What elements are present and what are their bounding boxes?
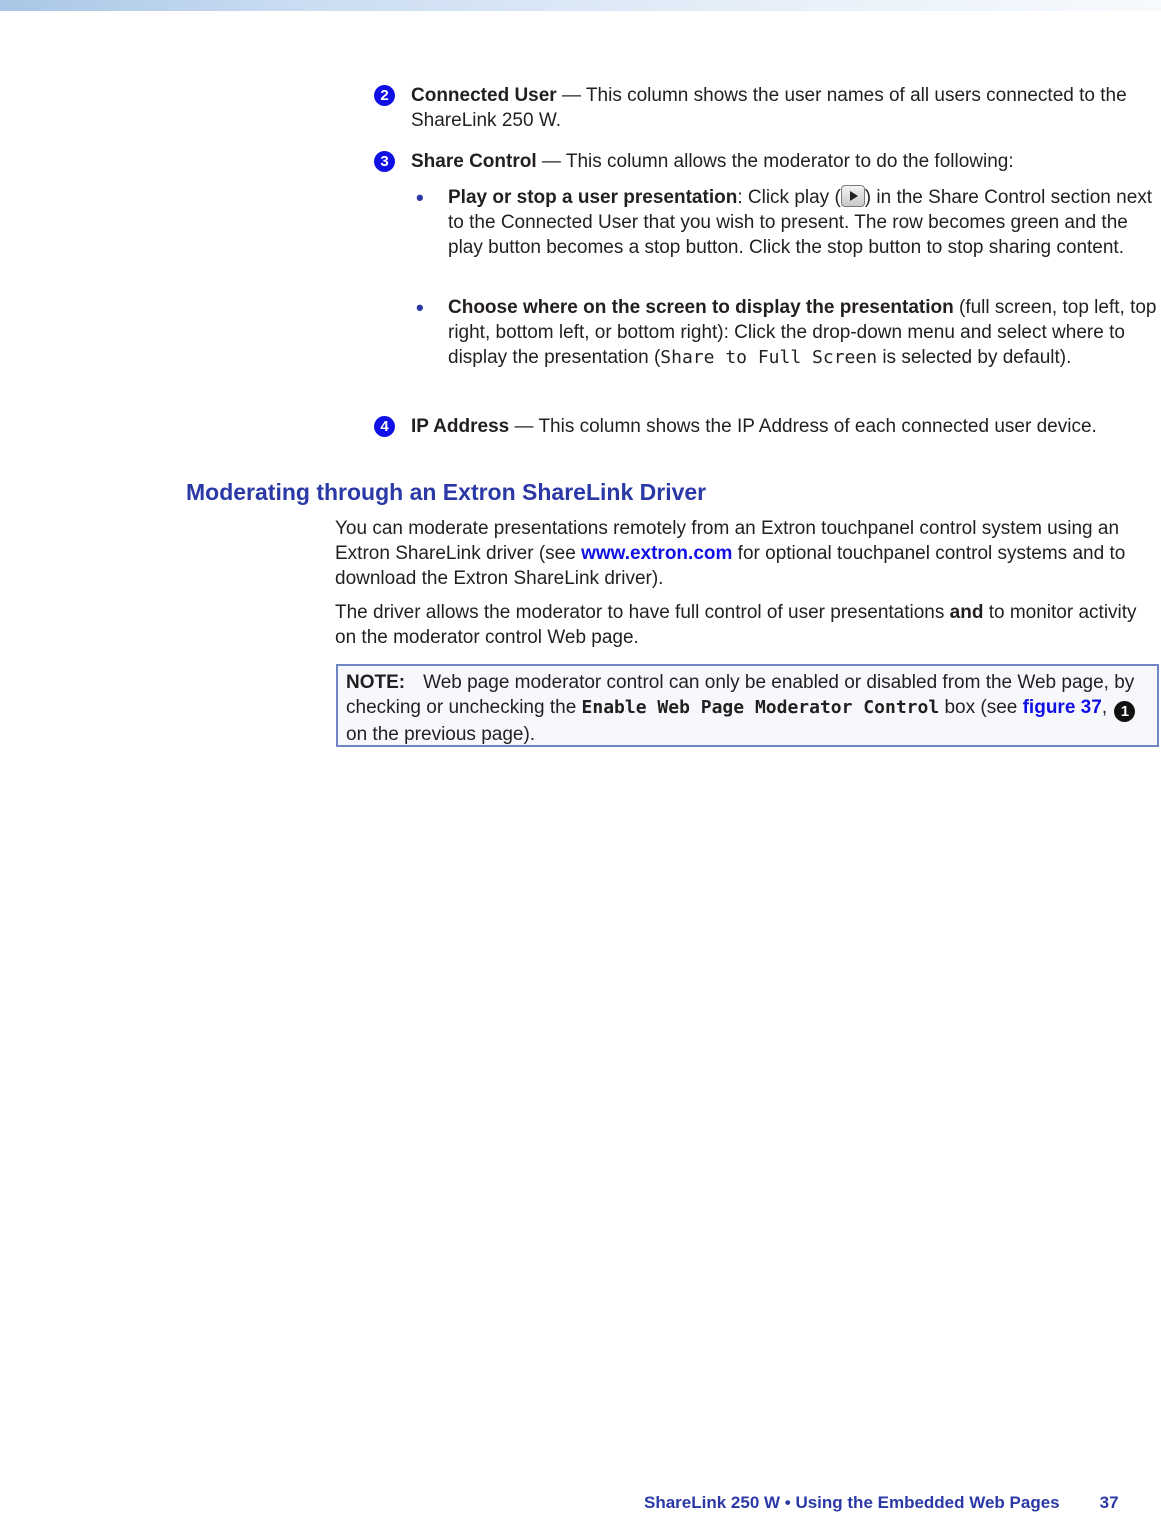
section-heading: Moderating through an Extron ShareLink Driver [186,479,707,505]
bullet-text: ) in the Share Control section next to the Connected User that you wish to present. The row becomes green and the play button becomes a stop button. Click the stop button to stop sharing content. [448,187,1153,258]
page-number: 37 [1099,1493,1119,1512]
page-footer [644,1492,1119,1514]
note-text [346,670,1146,747]
bullet-title: Play or stop a user presentation [448,187,738,208]
note-comma: , [1101,697,1108,718]
note-label: NOTE: [346,672,406,693]
paragraph-text: for optional touchpanel control systems and to download the Extron ShareLink driver). [335,543,1126,589]
item-description: This column shows the IP Address of each connected user device. [538,416,1097,437]
bullet-text: is selected by default). [877,347,1072,368]
item-connected-user [411,83,1159,133]
bullet-play-stop [448,185,1160,260]
section-paragraph-2 [335,600,1155,650]
figure-37-link[interactable]: figure 37 [1022,697,1102,718]
item-title: IP Address [411,416,510,437]
extron-website-link[interactable]: www.extron.com [581,543,733,564]
item-description: This column shows the user names of all users connected to the ShareLink 250 W. [411,85,1127,131]
item-share-control [411,149,1159,174]
paragraph-text: The driver allows the moderator to have full control of user presentations [335,602,950,623]
play-button-icon [841,185,865,207]
paragraph-bold: and [949,602,984,623]
note-body: on the previous page). [346,724,536,745]
item-title: Connected User [411,85,557,106]
callout-2: 2 [374,85,395,106]
section-paragraph-1 [335,516,1155,591]
bullet-text: : Click play ( [737,187,841,208]
footer-title: ShareLink 250 W • Using the Embedded Web Pages [644,1493,1060,1512]
callout-3: 3 [374,151,395,172]
paragraph-text: You can moderate presentations remotely from an Extron touchpanel control system using an Extron ShareLink driver (see [335,518,1120,564]
bullet-title: Choose where on the screen to display the presentation [448,297,954,318]
enable-web-page-moderator-control-code: Enable Web Page Moderator Control [581,697,940,718]
item-title: Share Control [411,151,537,172]
callout-1: 1 [1114,701,1135,722]
note-body: box (see [939,697,1023,718]
paragraph-text: to monitor activity on the moderator control Web page. [335,602,1137,648]
bullet-choose-position [448,295,1160,370]
item-ip-address [411,414,1159,439]
item-separator: — [509,416,539,437]
item-separator: — [556,85,586,106]
bullet-marker: • [416,185,424,210]
callout-4: 4 [374,416,395,437]
header-gradient-bar [0,0,1161,11]
note-body: Web page moderator control can only be enabled or disabled from the Web page, by checking or unchecking the [346,672,1135,718]
item-description: This column allows the moderator to do the following: [565,151,1014,172]
share-to-full-screen-code: Share to Full Screen [660,347,878,368]
bullet-text: (full screen, top left, top right, bottom left, or bottom right): Click the drop-down menu and select where to display the presentation ( [448,297,1157,368]
note-box [336,664,1159,747]
item-separator: — [536,151,566,172]
bullet-marker: • [416,295,424,320]
